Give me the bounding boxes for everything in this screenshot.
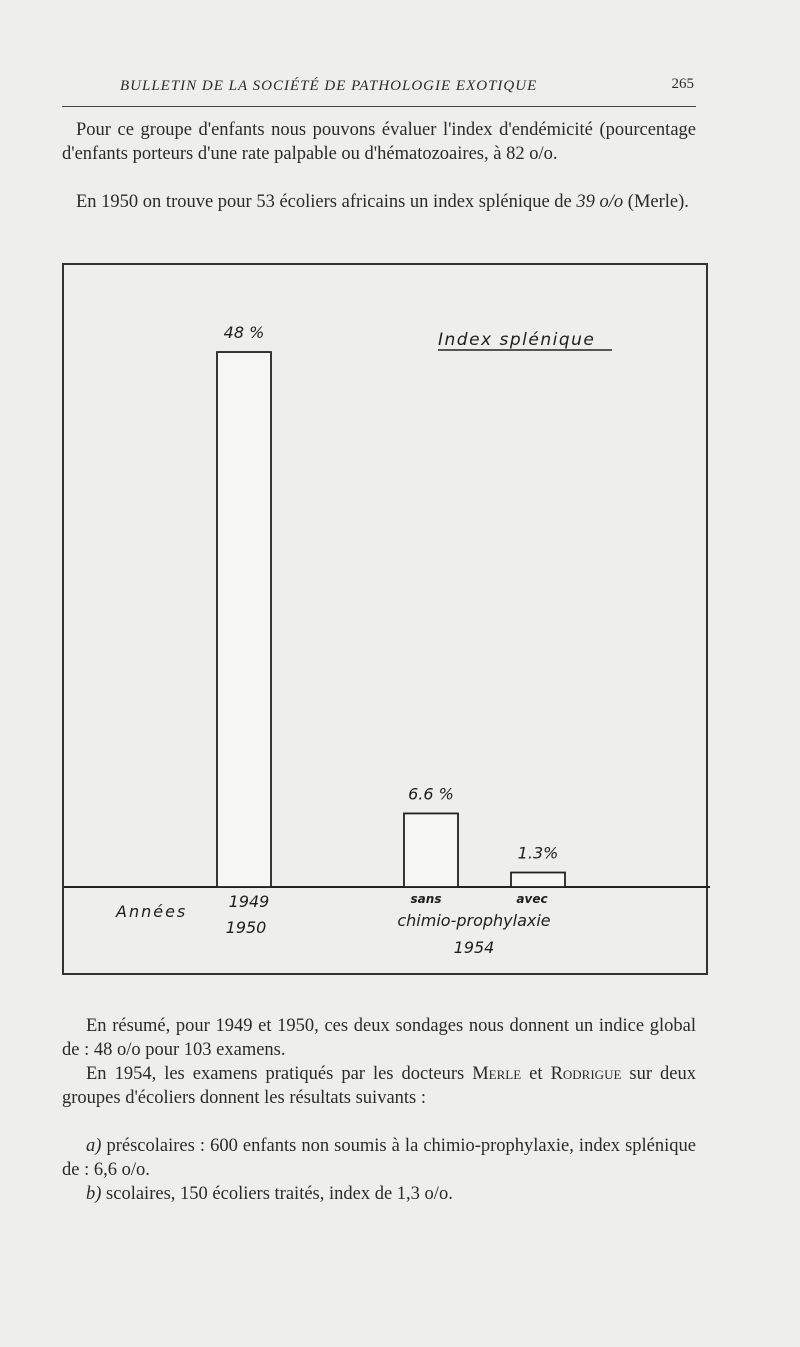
tick-label-1950: 1950 (225, 918, 267, 937)
bar-1949-1950 (217, 352, 271, 887)
item-b-label: b) (86, 1184, 102, 1204)
tick-label-1954: 1954 (453, 938, 495, 957)
tick-label-avec: avec (516, 892, 548, 906)
data-label-1954-avec: 1.3% (517, 843, 559, 863)
item-a-prescolaires (62, 1134, 696, 1182)
bar-1954-avec (511, 873, 565, 887)
axis-label-annees: Années (116, 902, 188, 921)
tick-label-chimio-prophylaxie: chimio-prophylaxie (397, 911, 551, 930)
paragraph-resume: En résumé, pour 1949 et 1950, ces deux sondages nous donnent un indice global de : 48 o/o pour 103 examens. (62, 1016, 696, 1060)
page-number: 265 (671, 76, 694, 92)
paragraph-1954 (62, 1062, 696, 1110)
item-b-scolaires (62, 1182, 696, 1206)
journal-title: BULLETIN DE LA SOCIÉTÉ DE PATHOLOGIE EXOTIQUE (120, 78, 538, 94)
tick-label-sans: sans (410, 892, 442, 906)
item-b-text: scolaires, 150 écoliers traités, index de 1,3 o/o. (101, 1184, 453, 1204)
item-a-label: a) (86, 1136, 102, 1156)
paragraph-1950-source: (Merle). (623, 192, 689, 212)
paragraph-endemicity: Pour ce groupe d'enfants nous pouvons évaluer l'index d'endémicité (pourcentage d'enfants porteurs d'une rate palpable ou d'hématozoaires, à 82 o/o. (62, 120, 696, 164)
data-label-1949-1950: 48 % (223, 323, 265, 343)
paragraph-1950-text: En 1950 on trouve pour 53 écoliers africains un index splénique de (76, 192, 577, 212)
tick-label-1949: 1949 (228, 892, 270, 911)
author-rodrigue: Rodrigue (550, 1064, 622, 1084)
data-label-1954-sans: 6.6 % (408, 784, 454, 804)
chart-title: Index splénique (438, 330, 596, 350)
item-a-text: préscolaires : 600 enfants non soumis à la chimio-prophylaxie, index splénique de : 6,6 o/o. (62, 1136, 696, 1180)
bar-1954-sans (404, 813, 458, 887)
paragraph-1950 (62, 190, 696, 214)
paragraph-1954-text: En 1954, les examens pratiqués par les docteurs (86, 1064, 473, 1084)
author-merle: Merle (472, 1064, 522, 1084)
running-header (62, 70, 696, 107)
paragraph-1954-conjunction: et (521, 1064, 551, 1084)
bar-chart (64, 265, 710, 977)
paragraph-1954-rest: sur deux groupes d'écoliers donnent les résultats suivants : (62, 1064, 697, 1108)
chart-frame (62, 263, 708, 975)
paragraph-1950-value: 39 o/o (576, 192, 624, 212)
